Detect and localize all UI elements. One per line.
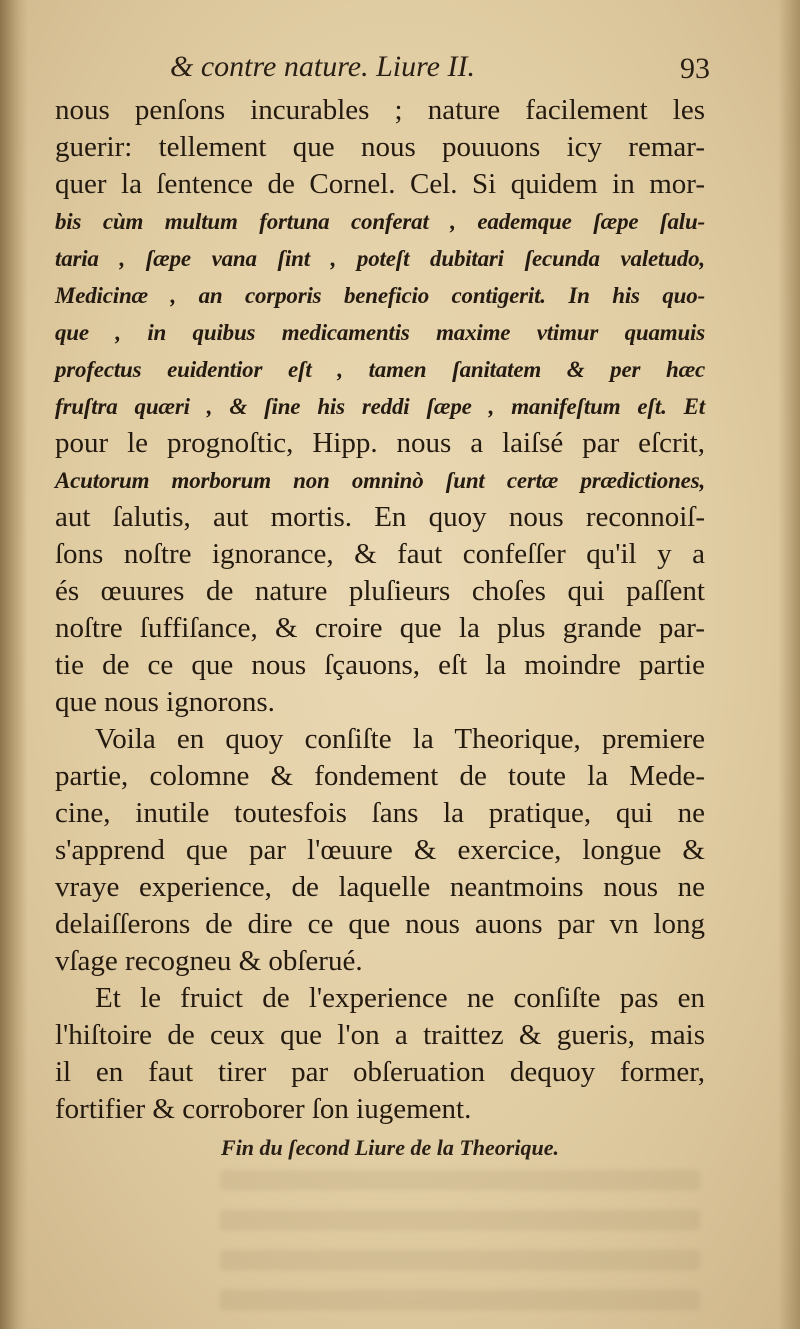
text-line: s'apprend que par l'œuure & exercice, longue & bbox=[55, 834, 705, 866]
text-line: taria , ſæpe vana ſint , poteſt dubitari ſecunda valetudo, bbox=[55, 246, 705, 271]
text-line: nous penſons incurables ; nature facilement les bbox=[55, 94, 705, 126]
text-line: delaiſſerons de dire ce que nous auons par vn long bbox=[55, 908, 705, 940]
text-line: quer la ſentence de Cornel. Cel. Si quidem in mor- bbox=[55, 168, 705, 200]
page-number: 93 bbox=[680, 52, 710, 85]
text-line: bis cùm multum fortuna conferat , eademque ſæpe ſalu- bbox=[55, 209, 705, 234]
text-line: guerir: tellement que nous pouuons icy remar- bbox=[55, 131, 705, 163]
page-edge bbox=[778, 0, 800, 1329]
text-line: cine, inutile toutesfois ſans la pratique, qui ne bbox=[55, 797, 705, 829]
body-text bbox=[55, 92, 705, 1128]
text-line: fortifier & corroborer ſon iugement. bbox=[55, 1093, 472, 1125]
page-header bbox=[170, 50, 710, 94]
text-line: pour le prognoſtic, Hipp. nous a laiſsé par eſcrit, bbox=[55, 427, 705, 459]
text-line: partie, colomne & fondement de toute la Mede- bbox=[55, 760, 705, 792]
text-line: Acutorum morborum non omninò ſunt certæ prædictiones, bbox=[55, 468, 705, 493]
page-gutter bbox=[0, 0, 28, 1329]
text-line: il en faut tirer par obſeruation dequoy former, bbox=[55, 1056, 705, 1088]
text-line: l'hiſtoire de ceux que l'on a traittez & gueris, mais bbox=[55, 1019, 705, 1051]
text-line: que , in quibus medicamentis maxime vtimur quamuis bbox=[55, 320, 705, 345]
show-through-text bbox=[220, 1170, 700, 1320]
text-line: Et le fruict de l'experience ne conſiſte pas en bbox=[95, 982, 705, 1014]
text-line: Medicinæ , an corporis beneficio contigerit. In his quo- bbox=[55, 283, 705, 308]
text-line: que nous ignorons. bbox=[55, 686, 275, 718]
text-line: aut ſalutis, aut mortis. En quoy nous reconnoiſ- bbox=[55, 501, 705, 533]
text-line: vraye experience, de laquelle neantmoins nous ne bbox=[55, 871, 705, 903]
text-line: vſage recogneu & obſerué. bbox=[55, 945, 363, 977]
text-line: fruſtra quæri , & ſine his reddi ſæpe , manifeſtum eſt. Et bbox=[55, 394, 705, 419]
running-title: & contre nature. Liure II. bbox=[170, 50, 475, 83]
text-line: profectus euidentior eſt , tamen ſanitatem & per hæc bbox=[55, 357, 705, 382]
text-line: ſons noſtre ignorance, & faut confeſſer qu'il y a bbox=[55, 538, 705, 570]
text-line: és œuures de nature pluſieurs choſes qui paſſent bbox=[55, 575, 705, 607]
text-line: Voila en quoy conſiſte la Theorique, premiere bbox=[95, 723, 705, 755]
end-of-book-note: Fin du ſecond Liure de la Theorique. bbox=[221, 1135, 559, 1160]
text-line: noſtre ſuffiſance, & croire que la plus grande par- bbox=[55, 612, 705, 644]
text-line: tie de ce que nous ſçauons, eſt la moindre partie bbox=[55, 649, 705, 681]
